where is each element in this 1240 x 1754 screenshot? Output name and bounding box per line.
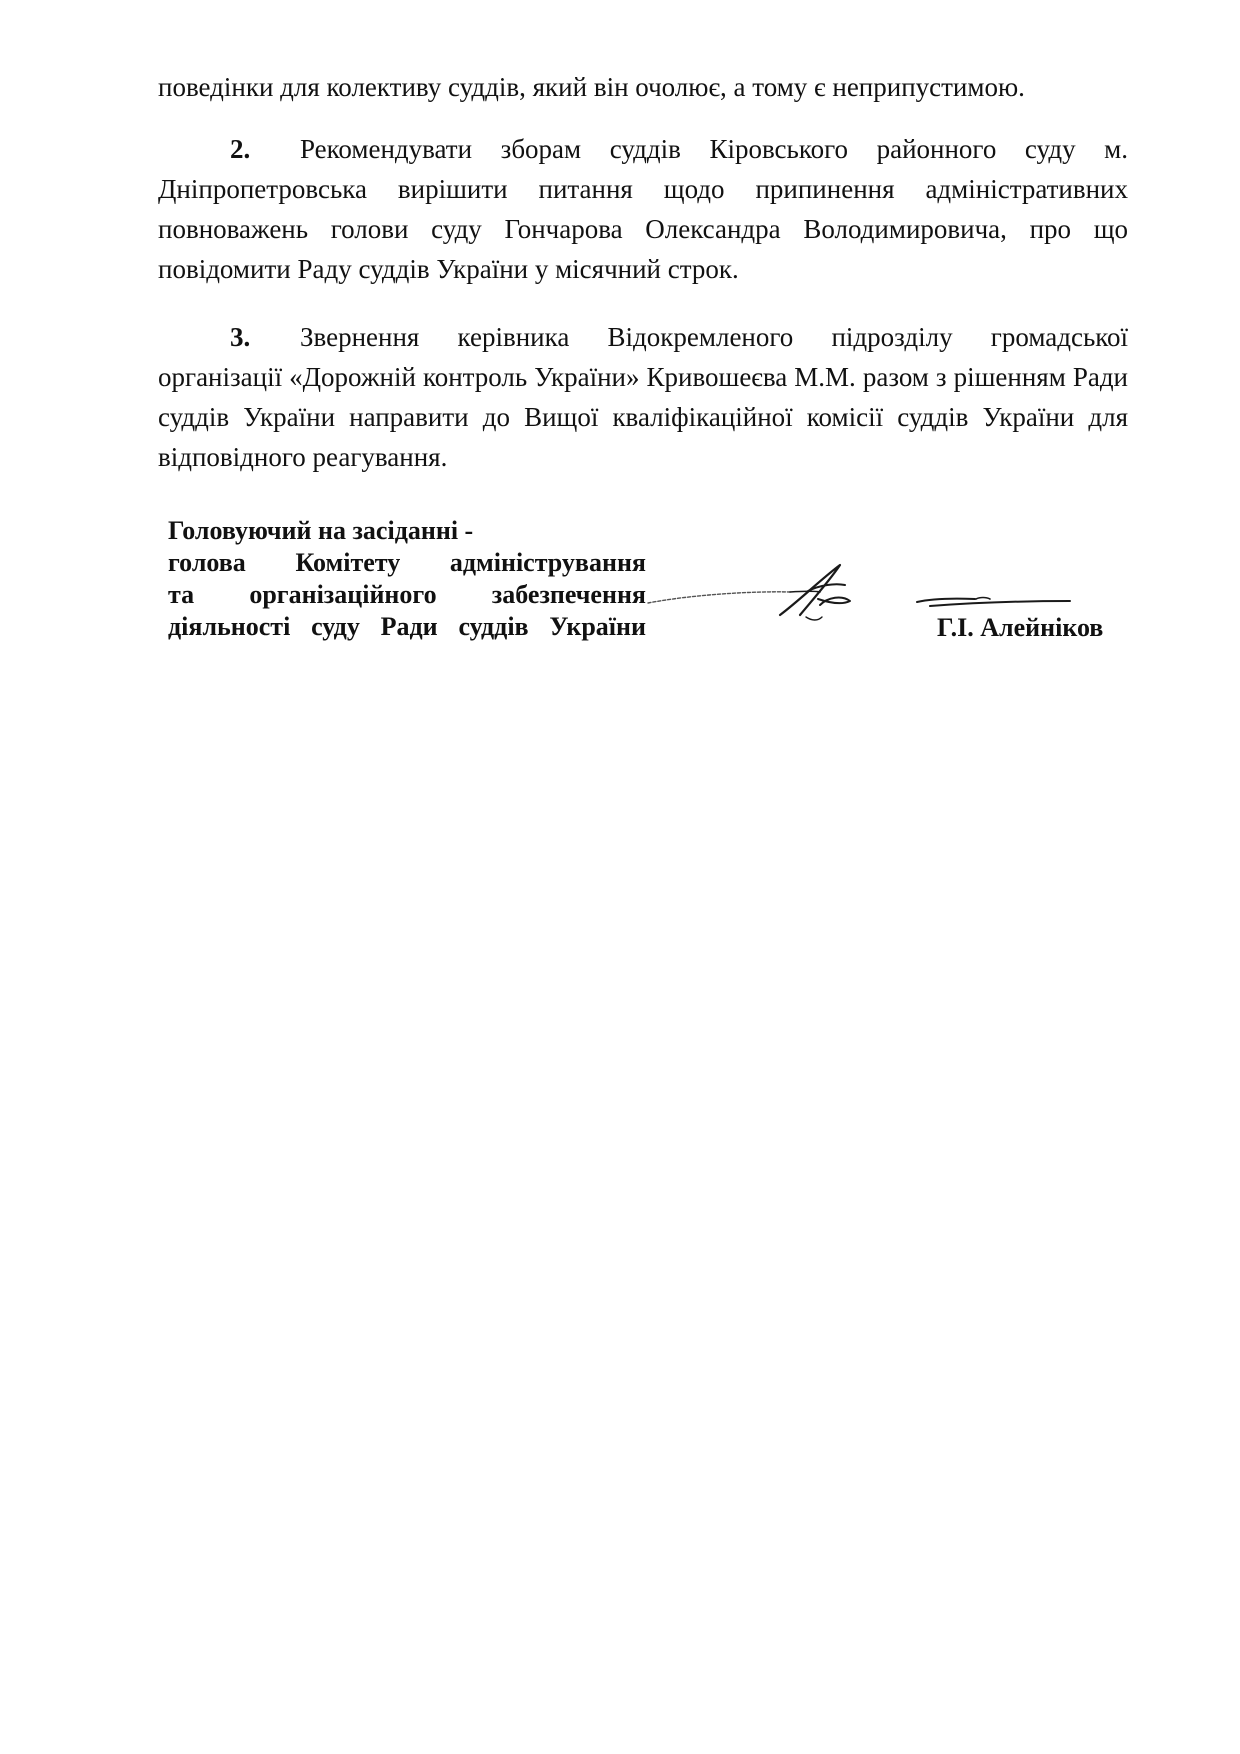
signatory-name: Г.І. Алейніков — [937, 613, 1104, 642]
continuation-paragraph: поведінки для колективу суддів, який він очолює, а тому є неприпустимою. — [158, 72, 1025, 102]
signatory-title-line-4: діяльності суду Ради суддів України — [168, 612, 646, 641]
signatory-title-line-1: Головуючий на засіданні - — [168, 516, 474, 545]
paragraph-item-3 — [158, 317, 1128, 477]
paragraph-item-2 — [158, 129, 1128, 289]
signatory-title-line-2: голова Комітету адміністрування — [168, 548, 646, 577]
signatory-title — [168, 515, 646, 643]
item-number-2: 2. — [230, 134, 251, 164]
item-text-3: Звернення керівника Відокремленого підрозділу громадської організації «Дорожній контроль України» Кривошеєва М.М. разом з рішенням Ради суддів України направити до Вищої кваліфікаційної комісії суддів України для відповідного реагування. — [158, 322, 1128, 472]
item-text-2: Рекомендувати зборам суддів Кіровського районного суду м. Дніпропетровська вирішити питання щодо припинення адміністративних повноважень голови суду Гончарова Олександра Володимировича, про що повідомити Раду суддів України у місячний строк. — [158, 134, 1128, 284]
item-number-3: 3. — [230, 322, 251, 352]
signatory-title-line-3: та організаційного забезпечення — [168, 580, 646, 609]
